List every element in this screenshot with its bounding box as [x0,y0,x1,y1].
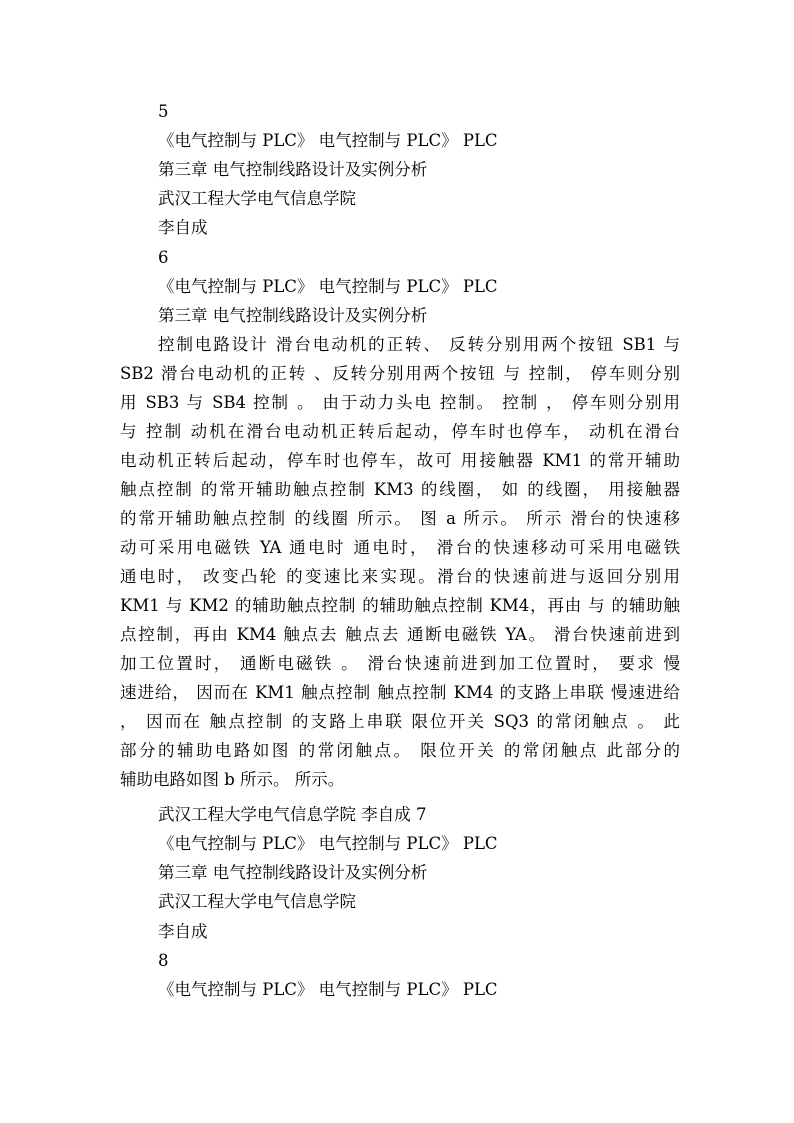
paragraph-line: 辅助电路如图 b 所示。 所示。 [120,770,345,789]
paragraph-line: 动可采用电磁铁 YA 通电时 通电时， 滑台的快速移动可采用电磁铁 [120,538,680,557]
paragraph-line: KM1 与 KM2 的辅助触点控制 的辅助触点控制 KM4，再由 与 的辅助触 [120,596,680,615]
paragraph-line: 速进给， 因而在 KM1 触点控制 触点控制 KM4 的支路上串联 慢速进给 [120,683,680,702]
paragraph-line: 用 SB3 与 SB4 控制 。 由于动力头电 控制。 控制 ， 停车则分别用 [120,393,680,412]
school-name: 武汉工程大学电气信息学院 [158,892,356,911]
chapter-title: 第三章 电气控制线路设计及实例分析 [158,160,428,179]
paragraph-line: ， 因而在 触点控制 的支路上串联 限位开关 SQ3 的常闭触点 。 此 [120,712,680,731]
running-header: 《电气控制与 PLC》 电气控制与 PLC》 PLC [158,131,498,150]
running-header: 《电气控制与 PLC》 电气控制与 PLC》 PLC [158,277,498,296]
page-number: 5 [158,102,169,121]
paragraph-line: 部分的辅助电路如图 的常闭触点。 限位开关 的常闭触点 此部分的 [120,741,680,760]
page-number: 6 [158,248,169,267]
running-header: 《电气控制与 PLC》 电气控制与 PLC》 PLC [158,980,498,999]
school-name: 武汉工程大学电气信息学院 [158,189,356,208]
page-number: 8 [158,951,169,970]
paragraph-line: SB2 滑台电动机的正转 、反转分别用两个按钮 与 控制， 停车则分别 [120,364,680,383]
paragraph-line: 的常开辅助触点控制 的线圈 所示。 图 a 所示。 所示 滑台的快速移 [120,509,680,528]
paragraph-line: 电动机正转后起动，停车时也停车，故可 用接触器 KM1 的常开辅助 [120,451,680,470]
paragraph-line: 与 控制 动机在滑台电动机正转后起动，停车时也停车， 动机在滑台 [120,422,680,441]
page-footer: 武汉工程大学电气信息学院 李自成 7 [158,805,427,824]
author-name: 李自成 [158,922,208,941]
paragraph-line: 通电时， 改变凸轮 的变速比来实现。滑台的快速前进与返回分别用 [120,567,680,586]
paragraph-line: 控制电路设计 滑台电动机的正转、 反转分别用两个按钮 SB1 与 [158,335,680,354]
paragraph-line: 加工位置时， 通断电磁铁 。 滑台快速前进到加工位置时， 要求 慢 [120,654,680,673]
chapter-title: 第三章 电气控制线路设计及实例分析 [158,863,428,882]
paragraph-line: 点控制，再由 KM4 触点去 触点去 通断电磁铁 YA。 滑台快速前进到 [120,625,680,644]
running-header: 《电气控制与 PLC》 电气控制与 PLC》 PLC [158,834,498,853]
paragraph-line: 触点控制 的常开辅助触点控制 KM3 的线圈， 如 的线圈， 用接触器 [120,480,680,499]
chapter-title: 第三章 电气控制线路设计及实例分析 [158,306,428,325]
author-name: 李自成 [158,218,208,237]
